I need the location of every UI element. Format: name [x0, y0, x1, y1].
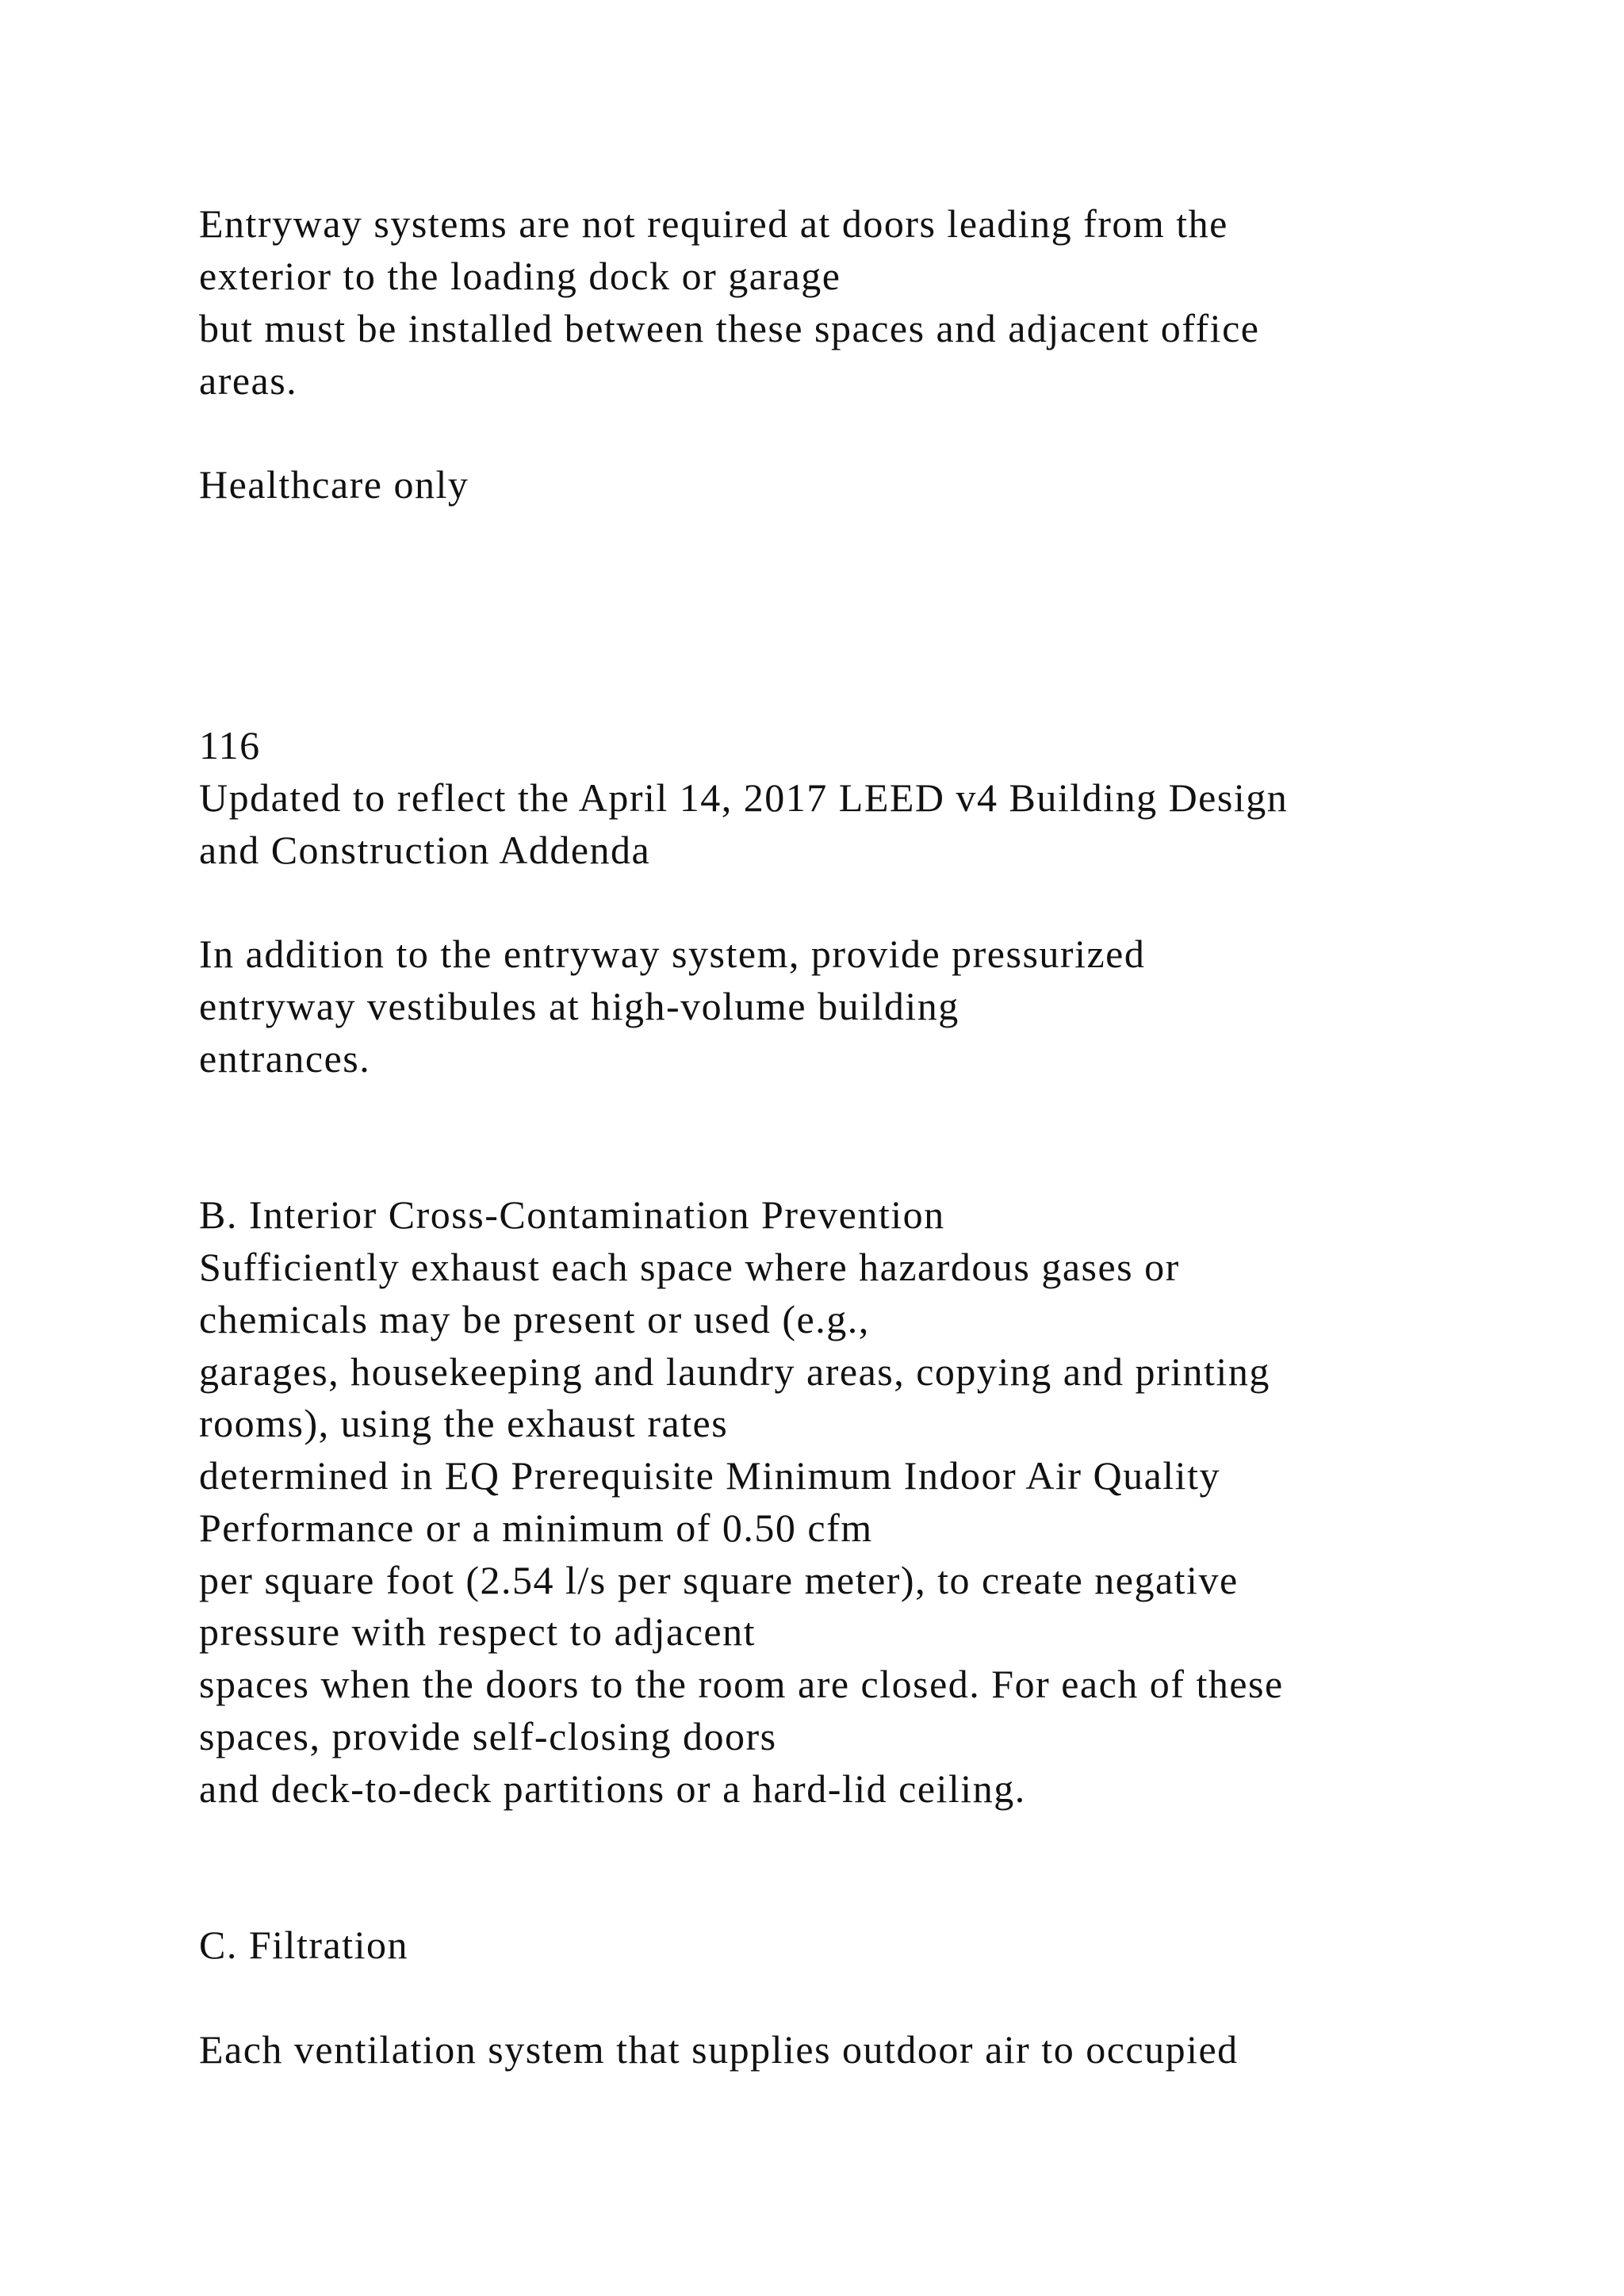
text-line: areas.	[199, 358, 298, 403]
page-number: 116	[199, 723, 261, 767]
text-line: and Construction Addenda	[199, 828, 651, 872]
text-line: spaces when the doors to the room are closed. For each of these	[199, 1662, 1284, 1706]
text-line: spaces, provide self-closing doors	[199, 1714, 777, 1758]
text-line: entryway vestibules at high-volume building	[199, 984, 959, 1028]
text-line: determined in EQ Prerequisite Minimum Indoor Air Quality	[199, 1453, 1220, 1498]
text-line: In addition to the entryway system, provide pressurized	[199, 932, 1146, 976]
text-line: Performance or a minimum of 0.50 cfm	[199, 1506, 873, 1550]
text-line: per square foot (2.54 l/s per square meter), to create negative	[199, 1558, 1239, 1602]
text-line: garages, housekeeping and laundry areas, copying and printing	[199, 1349, 1270, 1394]
text-line: Each ventilation system that supplies outdoor air to occupied	[199, 2027, 1239, 2072]
text-line: but must be installed between these spaces and adjacent office	[199, 306, 1260, 350]
text-line: exterior to the loading dock or garage	[199, 254, 841, 298]
text-line: chemicals may be present or used (e.g.,	[199, 1297, 870, 1341]
text-line: Updated to reflect the April 14, 2017 LEED v4 Building Design	[199, 775, 1289, 820]
text-line: and deck-to-deck partitions or a hard-lid ceiling.	[199, 1766, 1026, 1811]
text-line: entrances.	[199, 1036, 371, 1081]
text-line: pressure with respect to adjacent	[199, 1609, 756, 1654]
section-heading: C. Filtration	[199, 1923, 408, 1967]
section-heading: B. Interior Cross-Contamination Prevention	[199, 1192, 945, 1237]
text-line: Healthcare only	[199, 462, 469, 507]
text-line: Entryway systems are not required at doors leading from the	[199, 201, 1228, 246]
text-line: Sufficiently exhaust each space where hazardous gases or	[199, 1245, 1180, 1289]
text-line: rooms), using the exhaust rates	[199, 1401, 729, 1445]
